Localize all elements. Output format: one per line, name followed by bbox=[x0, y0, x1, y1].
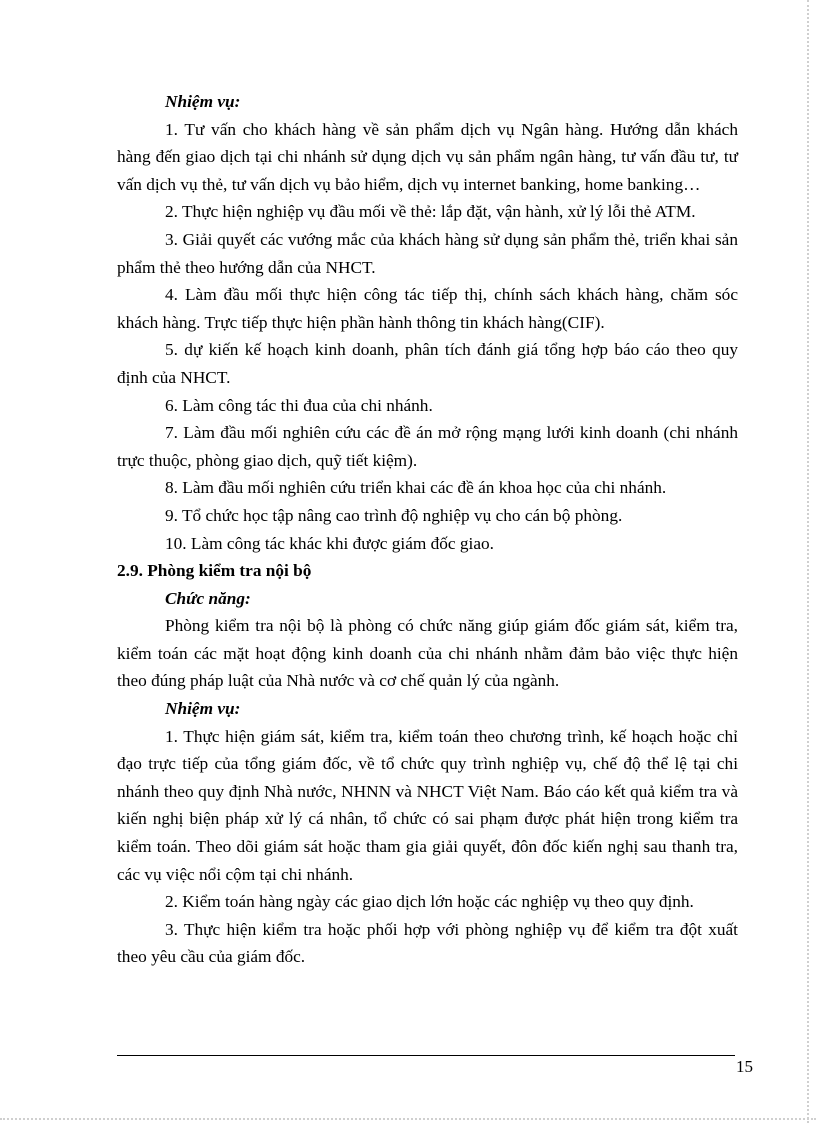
duty-item-3: 3. Giải quyết các vướng mắc của khách hàng sử dụng sản phẩm thẻ, triển khai sản phẩm thẻ theo hướng dẫn của NHCT. bbox=[117, 229, 738, 277]
duty-item-10: 10. Làm công tác khác khi được giám đốc giao. bbox=[165, 533, 494, 553]
page-body bbox=[117, 88, 738, 971]
page-edge-right bbox=[807, 0, 809, 1123]
audit-duty-item-3: 3. Thực hiện kiểm tra hoặc phối hợp với phòng nghiệp vụ để kiểm tra đột xuất theo yêu cầu của giám đốc. bbox=[117, 919, 738, 967]
page-edge-bottom bbox=[0, 1118, 816, 1120]
audit-duty-item-1: 1. Thực hiện giám sát, kiểm tra, kiểm toán theo chương trình, kế hoạch hoặc chỉ đạo trực tiếp của tổng giám đốc, về tổ chức quy trình nghiệp vụ, chế độ thể lệ tại chi nhánh theo quy định Nhà nước, NHNN và NHCT Việt Nam. Báo cáo kết quả kiểm tra và kiến nghị biện pháp xử lý cá nhân, tổ chức có sai phạm được phát hiện trong kiểm tra kiểm toán. Theo dõi giám sát hoặc tham gia giải quyết, đôn đốc kiến nghị sau thanh tra, các vụ việc nổi cộm tại chi nhánh. bbox=[117, 726, 738, 884]
duty-item-1: 1. Tư vấn cho khách hàng về sản phẩm dịch vụ Ngân hàng. Hướng dẫn khách hàng đến giao dịch tại chi nhánh sử dụng dịch vụ sản phẩm ngân hàng, tư vấn đầu tư, tư vấn dịch vụ thẻ, tư vấn dịch vụ bảo hiểm, dịch vụ internet banking, home banking… bbox=[117, 119, 738, 194]
duty-item-8: 8. Làm đầu mối nghiên cứu triển khai các đề án khoa học của chi nhánh. bbox=[165, 478, 667, 498]
page-number: 15 bbox=[736, 1057, 753, 1076]
duty-item-9: 9. Tổ chức học tập nâng cao trình độ nghiệp vụ cho cán bộ phòng. bbox=[165, 505, 623, 525]
function-heading: Chức năng: bbox=[165, 588, 251, 608]
duty-item-2: 2. Thực hiện nghiệp vụ đầu mối về thẻ: lắp đặt, vận hành, xử lý lỗi thẻ ATM. bbox=[165, 202, 696, 222]
duty-item-5: 5. dự kiến kế hoạch kinh doanh, phân tích đánh giá tổng hợp báo cáo theo quy định của NHCT. bbox=[117, 340, 738, 387]
duties-heading-internal-audit: Nhiệm vụ: bbox=[165, 699, 241, 719]
section-title: 2.9. Phòng kiểm tra nội bộ bbox=[117, 561, 312, 581]
duty-item-7: 7. Làm đầu mối nghiên cứu các đề án mở rộng mạng lưới kinh doanh (chi nhánh trực thuộc, phòng giao dịch, quỹ tiết kiệm). bbox=[117, 423, 738, 470]
duty-item-6: 6. Làm công tác thi đua của chi nhánh. bbox=[165, 395, 433, 415]
function-paragraph: Phòng kiểm tra nội bộ là phòng có chức năng giúp giám đốc giám sát, kiểm tra, kiểm toán các mặt hoạt động kinh doanh của chi nhánh nhằm đảm bảo việc thực hiện theo đúng pháp luật của Nhà nước và cơ chế quản lý của ngành. bbox=[117, 616, 738, 691]
audit-duty-item-2: 2. Kiểm toán hàng ngày các giao dịch lớn hoặc các nghiệp vụ theo quy định. bbox=[165, 892, 694, 912]
duties-heading: Nhiệm vụ: bbox=[165, 92, 241, 111]
footer-divider bbox=[117, 1055, 735, 1056]
duty-item-4: 4. Làm đầu mối thực hiện công tác tiếp thị, chính sách khách hàng, chăm sóc khách hàng. Trực tiếp thực hiện phần hành thông tin khách hàng(CIF). bbox=[117, 285, 738, 332]
